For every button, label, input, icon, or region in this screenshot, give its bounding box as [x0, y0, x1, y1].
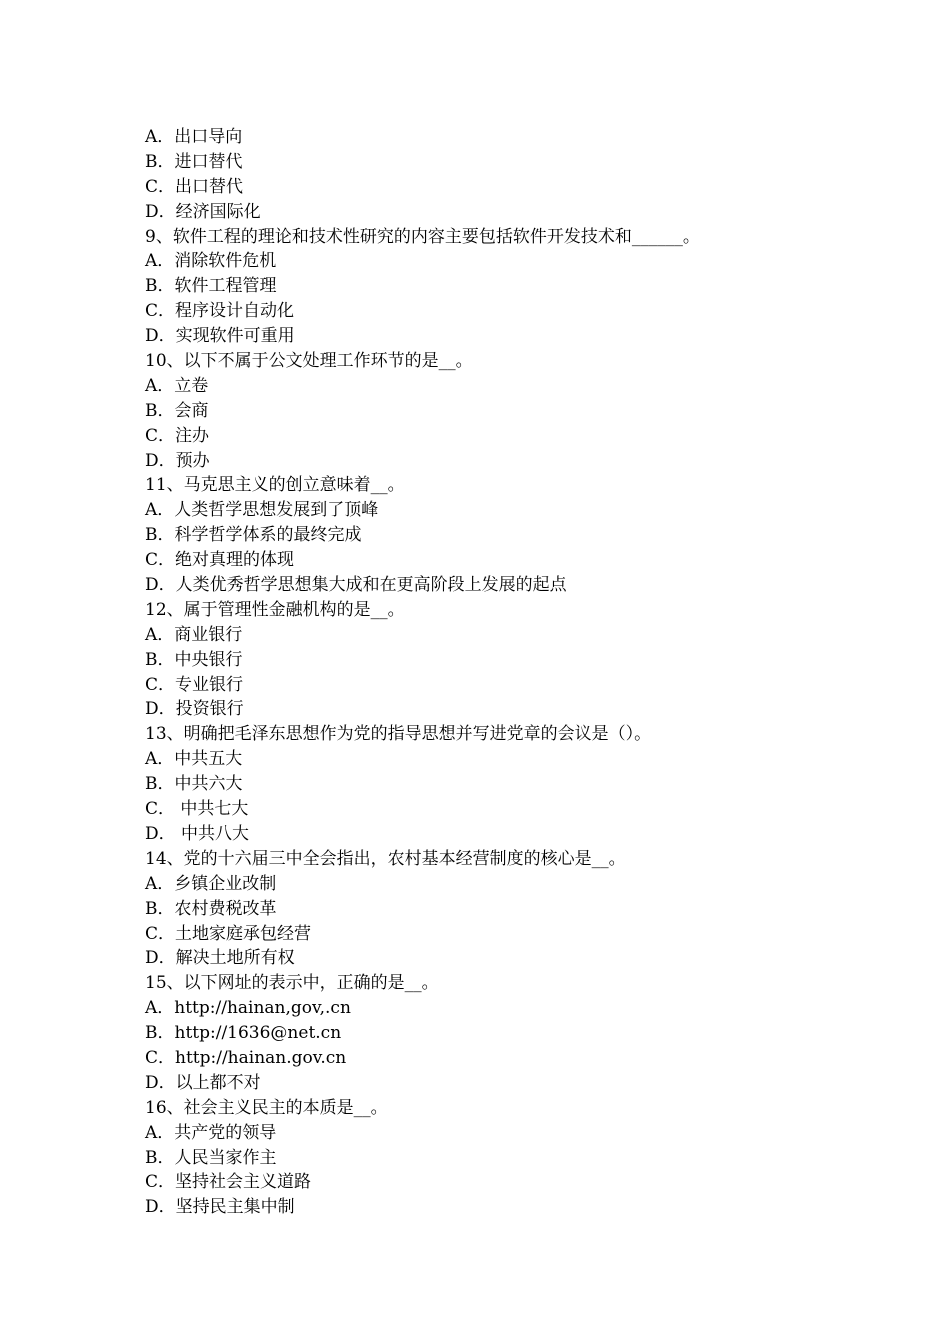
answer-option: A．出口导向 [145, 127, 243, 147]
answer-option: D．实现软件可重用 [145, 326, 295, 347]
answer-option: A．立卷 [145, 375, 209, 396]
answer-option: A．人类哲学思想发展到了顶峰 [145, 500, 379, 521]
question-stem: 11、马克思主义的创立意味着__。 [145, 475, 405, 496]
question-stem: 10、以下不属于公文处理工作环节的是__。 [145, 351, 473, 372]
answer-option: B．进口替代 [145, 151, 243, 172]
question-stem: 16、社会主义民主的本质是__。 [145, 1097, 388, 1118]
answer-option: B．中共六大 [145, 774, 243, 795]
answer-option: B．软件工程管理 [145, 276, 277, 297]
answer-option: C．http://hainan.gov.cn [145, 1047, 347, 1068]
answer-option: B．人民当家作主 [145, 1147, 277, 1168]
answer-option: D．坚持民主集中制 [145, 1197, 295, 1218]
answer-option: C．出口替代 [145, 176, 244, 197]
answer-option: C． 中共七大 [145, 799, 249, 820]
question-stem: 15、以下网址的表示中，正确的是__。 [145, 973, 439, 994]
question-stem: 13、明确把毛泽东思想作为党的指导思想并写进党章的会议是（）。 [145, 724, 652, 745]
answer-option: A．http://hainan,gov,.cn [145, 998, 351, 1019]
answer-option: C．程序设计自动化 [145, 301, 295, 322]
answer-option: D．经济国际化 [145, 201, 261, 222]
answer-option: B．农村费税改革 [145, 898, 277, 919]
answer-option: D．以上都不对 [145, 1072, 261, 1093]
answer-option: A．中共五大 [145, 749, 243, 770]
question-stem: 12、属于管理性金融机构的是__。 [145, 599, 405, 620]
answer-option: D．解决土地所有权 [145, 948, 295, 969]
answer-option: C．专业银行 [145, 674, 244, 695]
answer-option: C．土地家庭承包经营 [145, 923, 312, 944]
answer-option: C．注办 [145, 425, 210, 446]
answer-option: D． 中共八大 [145, 823, 250, 844]
answer-option: B．会商 [145, 400, 209, 421]
answer-option: B．科学哲学体系的最终完成 [145, 525, 362, 546]
question-stem: 9、软件工程的理论和技术性研究的内容主要包括软件开发技术和______。 [145, 226, 700, 247]
answer-option: C．坚持社会主义道路 [145, 1172, 312, 1193]
answer-option: B．中央银行 [145, 649, 243, 670]
answer-option: D．投资银行 [145, 699, 244, 720]
answer-option: A．商业银行 [145, 624, 243, 645]
answer-option: A．共产党的领导 [145, 1122, 277, 1143]
answer-option: A．乡镇企业改制 [145, 873, 277, 894]
question-stem: 14、党的十六届三中全会指出，农村基本经营制度的核心是__。 [145, 848, 626, 869]
answer-option: D．人类优秀哲学思想集大成和在更高阶段上发展的起点 [145, 575, 567, 596]
answer-option: A．消除软件危机 [145, 251, 277, 272]
answer-option: C．绝对真理的体现 [145, 550, 295, 571]
answer-option: D．预办 [145, 450, 210, 471]
document-body [145, 125, 845, 1220]
answer-option: B．http://1636@net.cn [145, 1023, 342, 1044]
